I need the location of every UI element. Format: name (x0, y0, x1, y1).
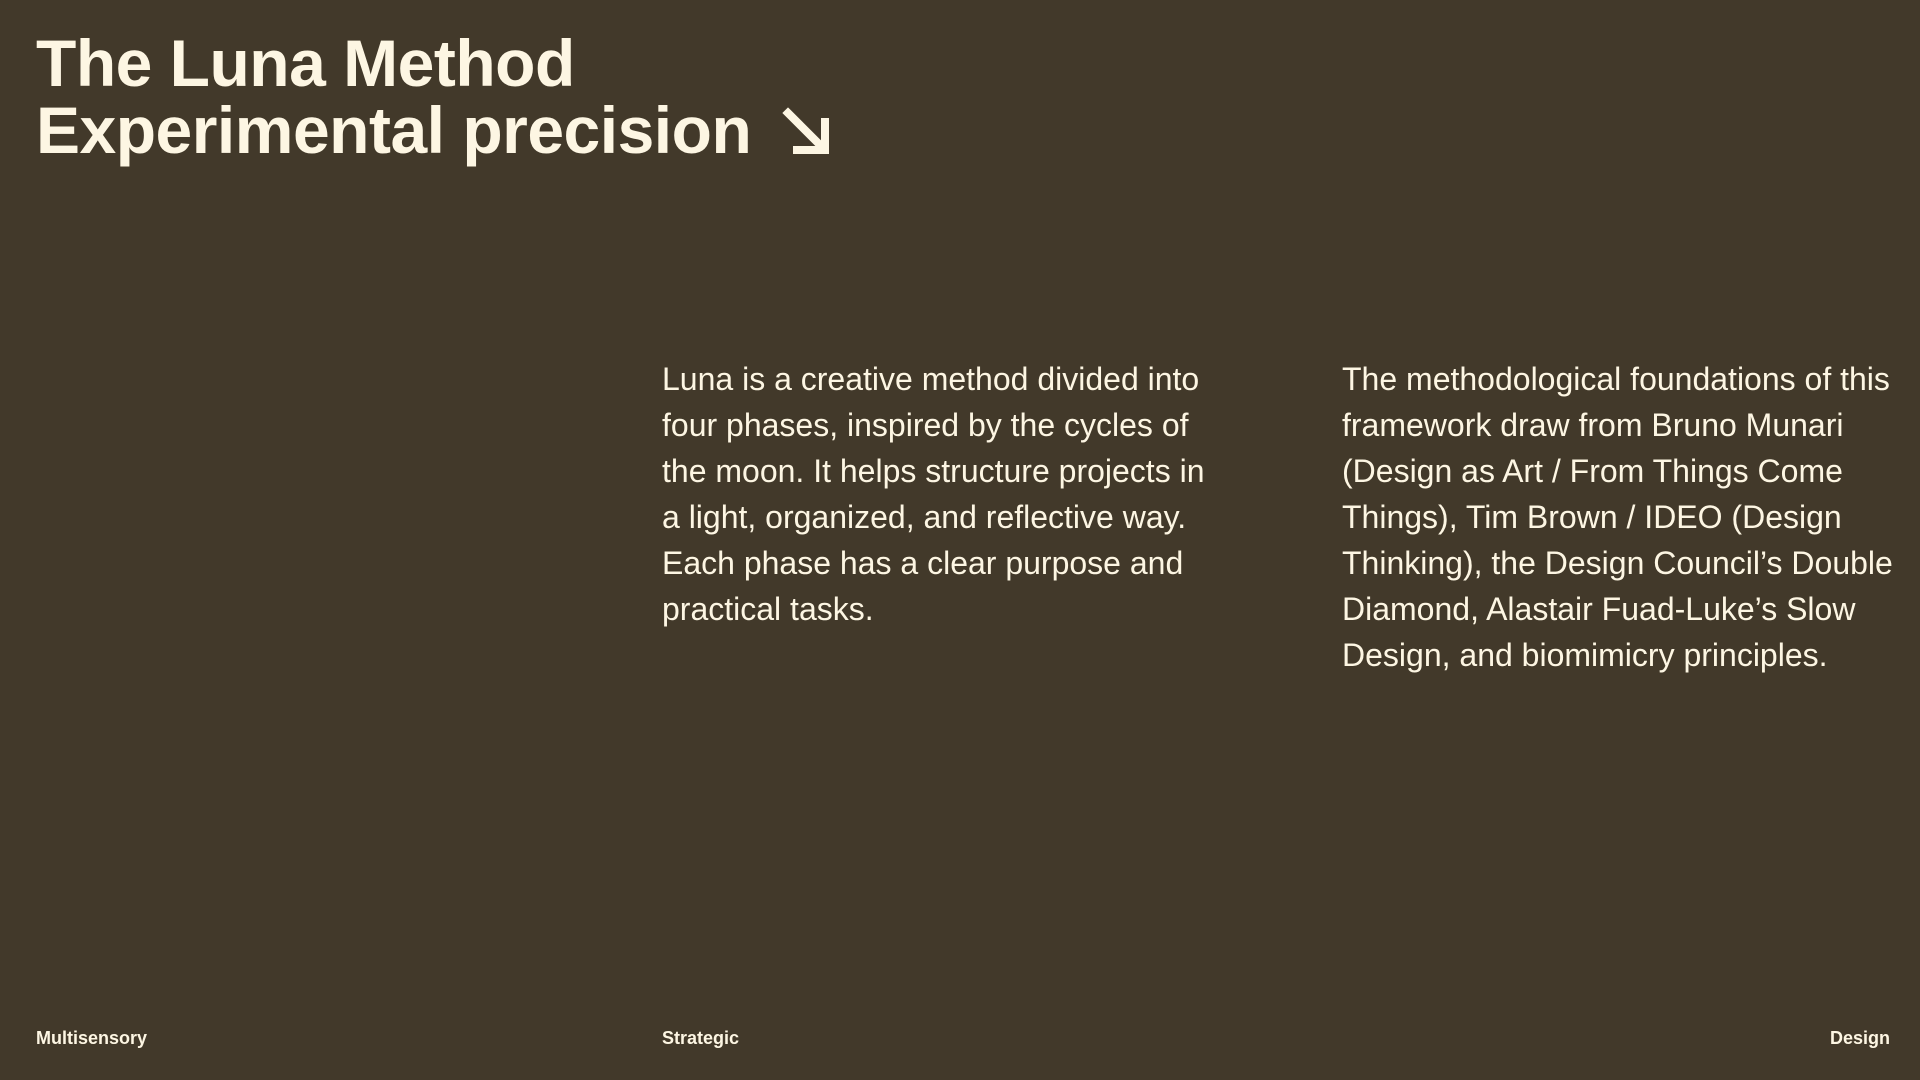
footer-label-multisensory: Multisensory (36, 1028, 148, 1048)
intro-paragraph: Luna is a creative method divided into four phases, inspired by the cycles of the moon. It helps structure projects in a light, organized, and reflective way. Each phase has a clear purpose and practical tasks. (662, 361, 1205, 627)
title-line-1: The Luna Method (36, 26, 575, 100)
footer-label-strategic: Strategic (662, 1028, 740, 1048)
arrow-down-right-icon (779, 104, 831, 156)
title-line-2 (36, 93, 831, 167)
page-title (36, 26, 831, 167)
footer-label-design: Design (1829, 1028, 1890, 1048)
foundations-paragraph: The methodological foundations of this framework draw from Bruno Munari (Design as Art / From Things Come Things), Tim Brown / IDEO (Design Thinking), the Design Council’s Double Diamond, Alastair Fuad-Luke’s Slow Design, and biomimicry principles. (1342, 361, 1893, 673)
title-line-2-text: Experimental precision (36, 93, 752, 167)
